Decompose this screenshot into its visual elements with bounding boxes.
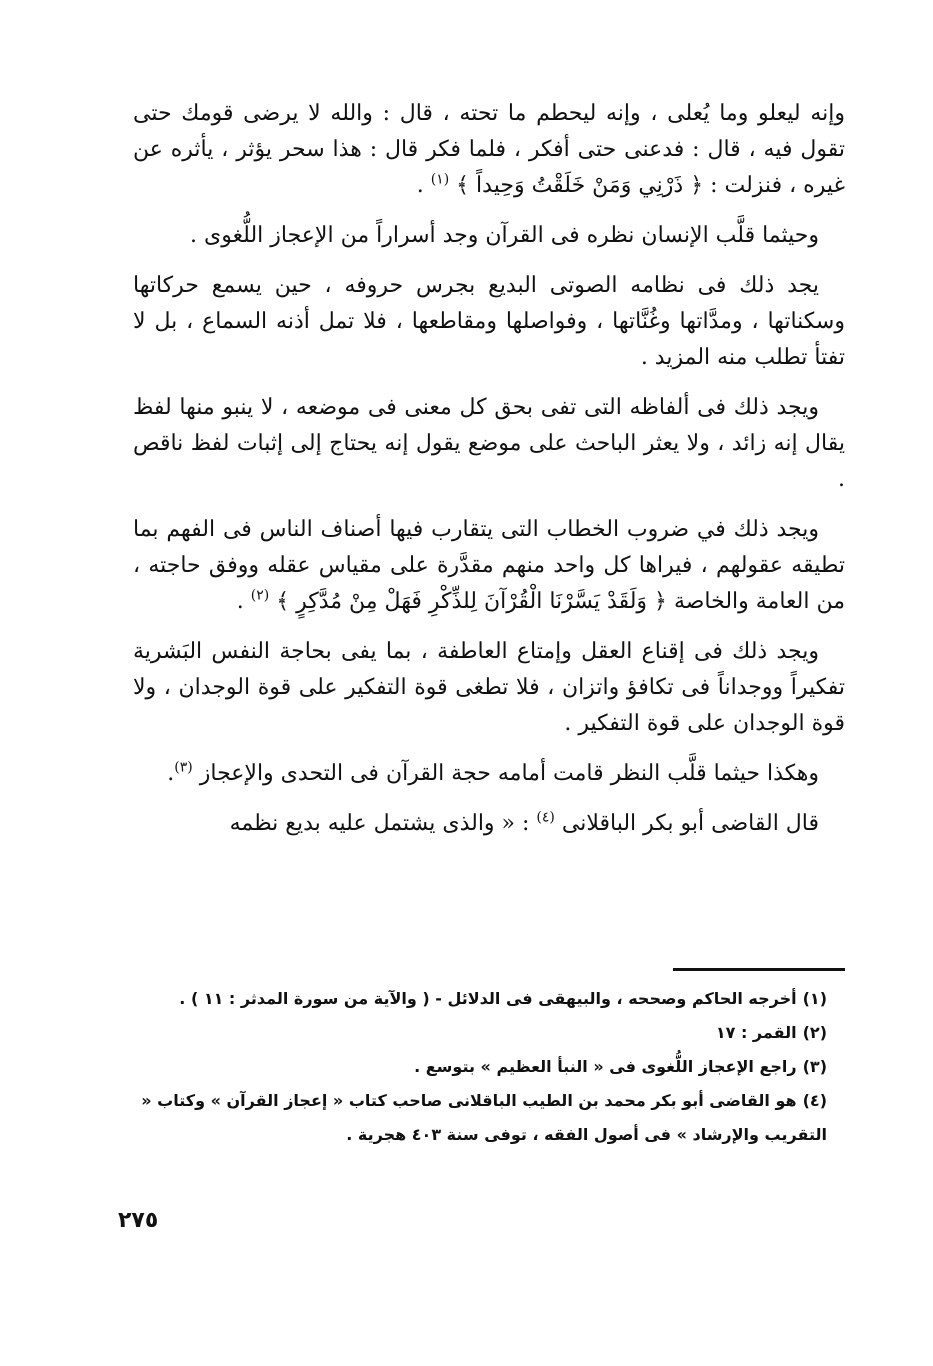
footnotes [133, 982, 845, 1152]
paragraph-4: ويجد ذلك فى ألفاظه التى تفى بحق كل معنى فى موضعه ، لا ينبو منها لفظ يقال إنه زائد ، ولا يعثر الباحث على موضع يقول إنه يحتاج إلى إثبات لفظ ناقص . [133, 395, 845, 492]
quran-verse: ﴿ ذَرْنِي وَمَنْ خَلَقْتُ وَحِيداً ﴾ [456, 173, 704, 198]
footnote-number: (٣) [802, 1057, 827, 1076]
footnote-ref: (٣) [174, 759, 193, 776]
footnote-text: أخرجه الحاكم وصححه ، والبيهقى فى الدلائل - ( والآية من سورة المدثر : ١١ ) . [179, 989, 797, 1008]
footnote-separator [673, 968, 845, 971]
paragraph-end: . [236, 589, 251, 614]
quran-verse: ﴿ وَلَقَدْ يَسَّرْنَا الْقُرْآنَ لِلذِّكْرِ فَهَلْ مِنْ مُدَّكِرٍ ﴾ [276, 589, 667, 614]
footnote-3 [133, 1050, 845, 1084]
page-number: ٢٧٥ [118, 1208, 159, 1233]
paragraph-end: . [167, 761, 175, 786]
paragraph-7 [133, 756, 845, 792]
paragraph-text: وهكذا حيثما قلَّب النظر قامت أمامه حجة القرآن فى التحدى والإعجاز [192, 761, 819, 786]
paragraph-text: ويجد ذلك في ضروب الخطاب التى يتقارب فيها أصناف الناس فى الفهم بما تطيقه عقولهم ، فيراها كل واحد منهم مقدَّرة على مقياس عقله ووفق حاجته ، من العامة والخاصة [133, 517, 845, 614]
footnote-4 [133, 1084, 845, 1152]
paragraph-end: . [416, 173, 431, 198]
footnote-text: هو القاضى أبو بكر محمد بن الطيب الباقلانى صاحب كتاب « إعجاز القرآن » وكتاب « التقريب والإرشاد » فى أصول الفقه ، توفى سنة ٤٠٣ هجرية . [141, 1091, 827, 1144]
paragraph-1 [133, 96, 845, 204]
footnote-ref: (٢) [250, 587, 270, 604]
footnote-number: (٤) [802, 1091, 827, 1110]
paragraph-end: : « والذى يشتمل عليه بديع نظمه [229, 811, 537, 836]
paragraph-2: وحيثما قلَّب الإنسان نظره فى القرآن وجد أسراراً من الإعجاز اللُّغوى . [190, 223, 819, 248]
footnote-number: (١) [802, 989, 827, 1008]
footnote-1 [133, 982, 845, 1016]
footnote-ref: (٤) [536, 809, 555, 826]
footnote-text: راجع الإعجاز اللُّغوى فى « النبأ العظيم » بتوسع . [414, 1057, 797, 1076]
paragraph-text: وإنه ليعلو وما يُعلى ، وإنه ليحطم ما تحته ، قال : والله لا يرضى قومك حتى تقول فيه ، قال : فدعنى حتى أفكر ، فلما فكر قال : هذا سحر يؤثر ، يأثره عن غيره ، فنزلت : [133, 101, 845, 198]
footnote-number: (٢) [802, 1023, 827, 1042]
footnote-ref: (١) [430, 171, 450, 188]
paragraph-5 [133, 512, 845, 620]
paragraph-6: ويجد ذلك فى إقناع العقل وإمتاع العاطفة ، بما يفى بحاجة النفس البَشرية تفكيراً ووجداناً فى تكافؤ واتزان ، فلا تطغى قوة التفكير على قوة الوجدان ، ولا قوة الوجدان على قوة التفكير . [133, 639, 846, 736]
paragraph-text: قال القاضى أبو بكر الباقلانى [554, 811, 819, 836]
footnote-text: القمر : ١٧ [715, 1023, 797, 1042]
main-text [133, 96, 845, 856]
paragraph-3: يجد ذلك فى نظامه الصوتى البديع بجرس حروفه ، حين يسمع حركاتها وسكناتها ، ومدَّاتها وغُنَّاتها ، وفواصلها ومقاطعها ، فلا تمل أذنه السماع ، بل لا تفتأ تطلب منه المزيد . [133, 273, 845, 370]
footnote-2 [133, 1016, 845, 1050]
paragraph-8 [133, 806, 845, 842]
